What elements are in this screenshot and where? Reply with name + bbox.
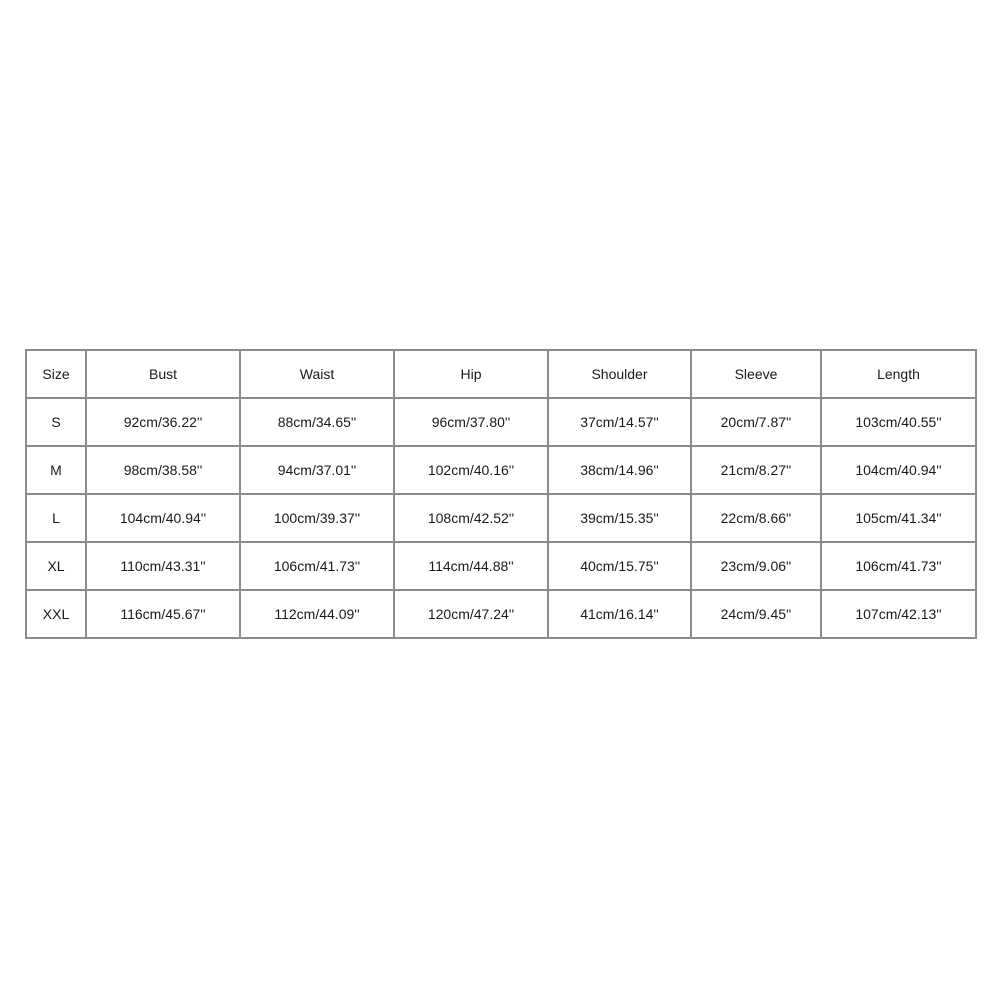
shoulder-value: 38cm/14.96'' [548, 446, 691, 494]
table-row [26, 446, 976, 494]
header-length: Length [821, 350, 976, 398]
bust-value: 92cm/36.22'' [86, 398, 240, 446]
shoulder-value: 40cm/15.75'' [548, 542, 691, 590]
waist-value: 112cm/44.09'' [240, 590, 394, 638]
shoulder-value: 37cm/14.57'' [548, 398, 691, 446]
bust-value: 104cm/40.94'' [86, 494, 240, 542]
bust-value: 110cm/43.31'' [86, 542, 240, 590]
length-value: 103cm/40.55'' [821, 398, 976, 446]
hip-value: 114cm/44.88'' [394, 542, 548, 590]
header-row [26, 350, 976, 398]
hip-value: 108cm/42.52'' [394, 494, 548, 542]
shoulder-value: 39cm/15.35'' [548, 494, 691, 542]
bust-value: 116cm/45.67'' [86, 590, 240, 638]
hip-value: 96cm/37.80'' [394, 398, 548, 446]
sleeve-value: 21cm/8.27'' [691, 446, 821, 494]
header-shoulder: Shoulder [548, 350, 691, 398]
waist-value: 106cm/41.73'' [240, 542, 394, 590]
bust-value: 98cm/38.58'' [86, 446, 240, 494]
header-hip: Hip [394, 350, 548, 398]
sleeve-value: 24cm/9.45'' [691, 590, 821, 638]
header-size: Size [26, 350, 86, 398]
size-label: S [26, 398, 86, 446]
length-value: 105cm/41.34'' [821, 494, 976, 542]
size-label: L [26, 494, 86, 542]
header-waist: Waist [240, 350, 394, 398]
waist-value: 100cm/39.37'' [240, 494, 394, 542]
hip-value: 120cm/47.24'' [394, 590, 548, 638]
size-label: XL [26, 542, 86, 590]
table-row [26, 494, 976, 542]
waist-value: 88cm/34.65'' [240, 398, 394, 446]
length-value: 106cm/41.73'' [821, 542, 976, 590]
table-row [26, 398, 976, 446]
length-value: 107cm/42.13'' [821, 590, 976, 638]
header-sleeve: Sleeve [691, 350, 821, 398]
size-chart-table [25, 349, 977, 639]
size-label: XXL [26, 590, 86, 638]
shoulder-value: 41cm/16.14'' [548, 590, 691, 638]
size-label: M [26, 446, 86, 494]
table-row [26, 542, 976, 590]
hip-value: 102cm/40.16'' [394, 446, 548, 494]
waist-value: 94cm/37.01'' [240, 446, 394, 494]
sleeve-value: 22cm/8.66'' [691, 494, 821, 542]
header-bust: Bust [86, 350, 240, 398]
sleeve-value: 20cm/7.87'' [691, 398, 821, 446]
length-value: 104cm/40.94'' [821, 446, 976, 494]
table-row [26, 590, 976, 638]
sleeve-value: 23cm/9.06'' [691, 542, 821, 590]
